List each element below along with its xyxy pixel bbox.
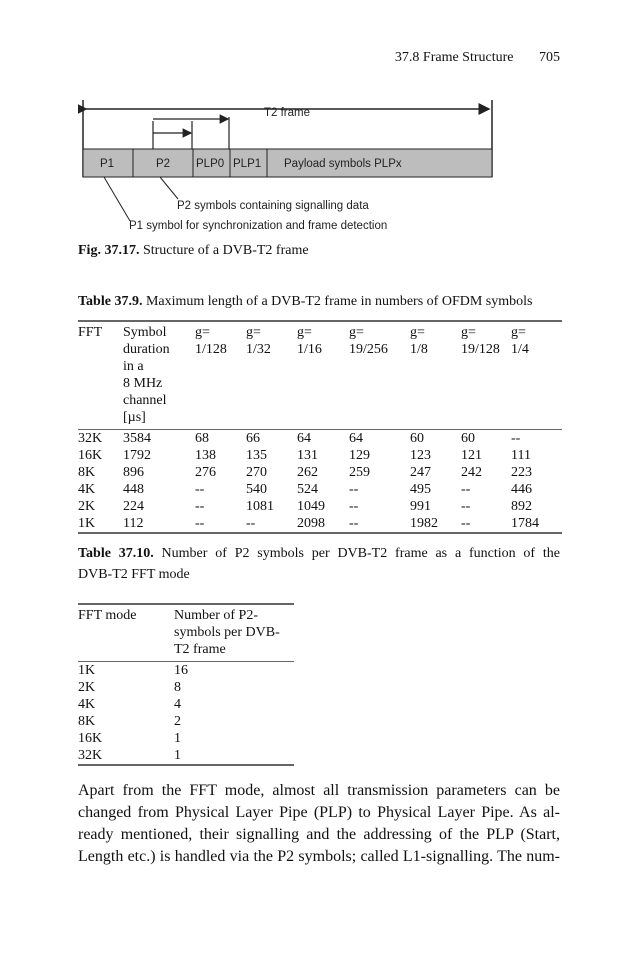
column-header-guard-1-8: [410, 321, 461, 430]
frame-block-plp1-label: PLP1: [233, 158, 262, 170]
header-line: 1/16: [297, 342, 322, 357]
table-cell: 60: [461, 431, 475, 446]
table-cell: --: [195, 499, 205, 514]
table2-caption-line1: [78, 543, 560, 564]
body-line: Length etc.) is handled via the P2 symbols; called L1-signalling. The num-: [78, 848, 560, 865]
t2-frame-label: T2 frame: [264, 107, 311, 119]
header-line: g=: [410, 325, 425, 340]
frame-block-plp1: [230, 149, 267, 177]
table-cell: 60: [410, 431, 424, 446]
table-row: [78, 498, 562, 515]
t2-frame-diagram: [78, 95, 498, 235]
figure-caption: [78, 243, 309, 259]
table-cell: 242: [461, 465, 482, 480]
table-cell: 1081: [246, 499, 274, 514]
table-cell: 495: [410, 482, 431, 497]
table-cell: 892: [511, 499, 532, 514]
table-row: [78, 747, 294, 765]
table-header-row: [78, 321, 562, 430]
frame-block-payload-label: Payload symbols PLPx: [284, 158, 402, 170]
table-cell: --: [195, 516, 205, 531]
p1-annotation-leader: [104, 177, 130, 221]
header-line: Number of P2-: [174, 608, 258, 623]
header-line: 1/4: [511, 342, 529, 357]
table-cell: 1: [174, 748, 181, 763]
header-line: Symbol: [123, 325, 167, 340]
table2-caption-label: Table 37.10.: [78, 546, 154, 561]
figure-caption-text: Structure of a DVB-T2 frame: [139, 243, 309, 258]
table-cell: 121: [461, 448, 482, 463]
body-paragraph: [78, 780, 560, 868]
table-cell: 247: [410, 465, 431, 480]
running-header: [395, 50, 560, 66]
header-line: g=: [511, 325, 526, 340]
table-cell: 32K: [78, 431, 103, 446]
header-section-title: 37.8 Frame Structure: [394, 50, 514, 65]
column-header-guard-19-128: [461, 321, 511, 430]
table-cell: 259: [349, 465, 370, 480]
table-cell: 131: [297, 448, 318, 463]
table-cell: 129: [349, 448, 370, 463]
table-row: [78, 713, 294, 730]
frame-block-plp0-label: PLP0: [196, 158, 225, 170]
table-cell: 262: [297, 465, 318, 480]
frame-block-payload: [267, 149, 492, 177]
column-header-guard-19-256: [349, 321, 410, 430]
table-cell: 2098: [297, 516, 325, 531]
table-row: [78, 430, 562, 448]
table-cell: 224: [123, 499, 144, 514]
header-line: g=: [297, 325, 312, 340]
table-cell: --: [461, 499, 471, 514]
table-header-row: [78, 604, 294, 662]
table-cell: --: [349, 499, 359, 514]
p2-annotation: P2 symbols containing signalling data: [177, 200, 369, 212]
table-cell: 138: [195, 448, 216, 463]
body-line: ready mentioned, their signalling and the addressing of the PLP (Start,: [78, 826, 560, 843]
table-cell: 1: [174, 731, 181, 746]
table-row: [78, 730, 294, 747]
table-cell: 1K: [78, 516, 96, 531]
table1-caption-text: Maximum length of a DVB-T2 frame in numbers of OFDM symbols: [142, 294, 533, 309]
frame-block-plp0: [193, 149, 230, 177]
table-cell: 991: [410, 499, 431, 514]
table-cell: 223: [511, 465, 532, 480]
table-cell: 112: [123, 516, 144, 531]
table-cell: 446: [511, 482, 532, 497]
table-cell: --: [511, 431, 521, 446]
table-cell: 16: [174, 663, 188, 678]
table-cell: 2K: [78, 499, 96, 514]
header-line: T2 frame: [174, 642, 226, 657]
table-row: [78, 481, 562, 498]
body-line: changed from Physical Layer Pipe (PLP) to Physical Layer Pipe. As al-: [78, 804, 560, 821]
frame-block-p2: [133, 149, 193, 177]
table1-caption: [78, 294, 532, 310]
column-header-guard-1-4: [511, 321, 562, 430]
table-cell: 1784: [511, 516, 539, 531]
header-line: 19/256: [349, 342, 388, 357]
frame-block-p1-label: P1: [100, 158, 115, 170]
table-cell: 276: [195, 465, 216, 480]
header-line: channel: [123, 393, 167, 408]
table2-caption-line2: DVB-T2 FFT mode: [78, 567, 190, 582]
table-cell: 16K: [78, 448, 103, 463]
column-header-fft: FFT: [78, 321, 123, 430]
table-cell: --: [349, 516, 359, 531]
column-header-guard-1-128: [195, 321, 246, 430]
table2-caption: [78, 543, 560, 585]
table-cell: 8: [174, 680, 181, 695]
header-line: 19/128: [461, 342, 500, 357]
table-row: [78, 447, 562, 464]
header-line: g=: [461, 325, 476, 340]
table-cell: 32K: [78, 748, 103, 763]
table2-caption-text: Number of P2 symbols per DVB-T2 frame as a function of the: [153, 546, 560, 561]
table-cell: 66: [246, 431, 260, 446]
body-line: Apart from the FFT mode, almost all transmission parameters can be: [78, 782, 560, 799]
table-cell: 540: [246, 482, 267, 497]
table-row: [78, 679, 294, 696]
table-cell: --: [195, 482, 205, 497]
table-cell: 16K: [78, 731, 103, 746]
header-line: 1/128: [195, 342, 227, 357]
table-cell: --: [349, 482, 359, 497]
header-line: in a: [123, 359, 144, 374]
header-line: duration: [123, 342, 170, 357]
p1-annotation: P1 symbol for synchronization and frame detection: [129, 220, 388, 232]
table-row: [78, 662, 294, 680]
table-cell: 2K: [78, 680, 96, 695]
header-line: g=: [195, 325, 210, 340]
table-cell: 68: [195, 431, 209, 446]
column-header-guard-1-16: [297, 321, 349, 430]
table-cell: 111: [511, 448, 531, 463]
column-header-symbol-duration: [123, 321, 195, 430]
table-cell: 896: [123, 465, 144, 480]
p2-symbols-table: [78, 603, 294, 766]
table-cell: --: [461, 516, 471, 531]
table-cell: 1982: [410, 516, 438, 531]
table-cell: 4K: [78, 697, 96, 712]
table-cell: 4K: [78, 482, 96, 497]
header-line: symbols per DVB-: [174, 625, 280, 640]
table-cell: --: [246, 516, 256, 531]
table-cell: 8K: [78, 714, 96, 729]
table-cell: 8K: [78, 465, 96, 480]
table-cell: 448: [123, 482, 144, 497]
frame-length-table: [78, 320, 562, 534]
figure-caption-label: Fig. 37.17.: [78, 243, 140, 258]
header-page-number: 705: [539, 50, 560, 65]
table-cell: 64: [349, 431, 363, 446]
table-cell: 123: [410, 448, 431, 463]
column-header-guard-1-32: [246, 321, 297, 430]
table-cell: --: [461, 482, 471, 497]
column-header-p2-symbols: [174, 604, 294, 662]
header-line: 1/8: [410, 342, 428, 357]
table-row: [78, 515, 562, 533]
table-cell: 3584: [123, 431, 151, 446]
column-header-fft-mode: FFT mode: [78, 604, 174, 662]
header-line: g=: [349, 325, 364, 340]
table-cell: 524: [297, 482, 318, 497]
table-cell: 4: [174, 697, 181, 712]
table-cell: 270: [246, 465, 267, 480]
frame-block-p1: [83, 149, 133, 177]
header-line: [µs]: [123, 410, 146, 425]
header-line: 8 MHz: [123, 376, 163, 391]
table-cell: 1049: [297, 499, 325, 514]
table-cell: 1792: [123, 448, 151, 463]
table-cell: 135: [246, 448, 267, 463]
header-line: 1/32: [246, 342, 271, 357]
table1-caption-label: Table 37.9.: [78, 294, 143, 309]
table-cell: 64: [297, 431, 311, 446]
table-cell: 2: [174, 714, 181, 729]
table-cell: 1K: [78, 663, 96, 678]
frame-block-p2-label: P2: [156, 158, 171, 170]
table-row: [78, 696, 294, 713]
p2-annotation-leader: [160, 177, 178, 199]
table-row: [78, 464, 562, 481]
header-line: g=: [246, 325, 261, 340]
